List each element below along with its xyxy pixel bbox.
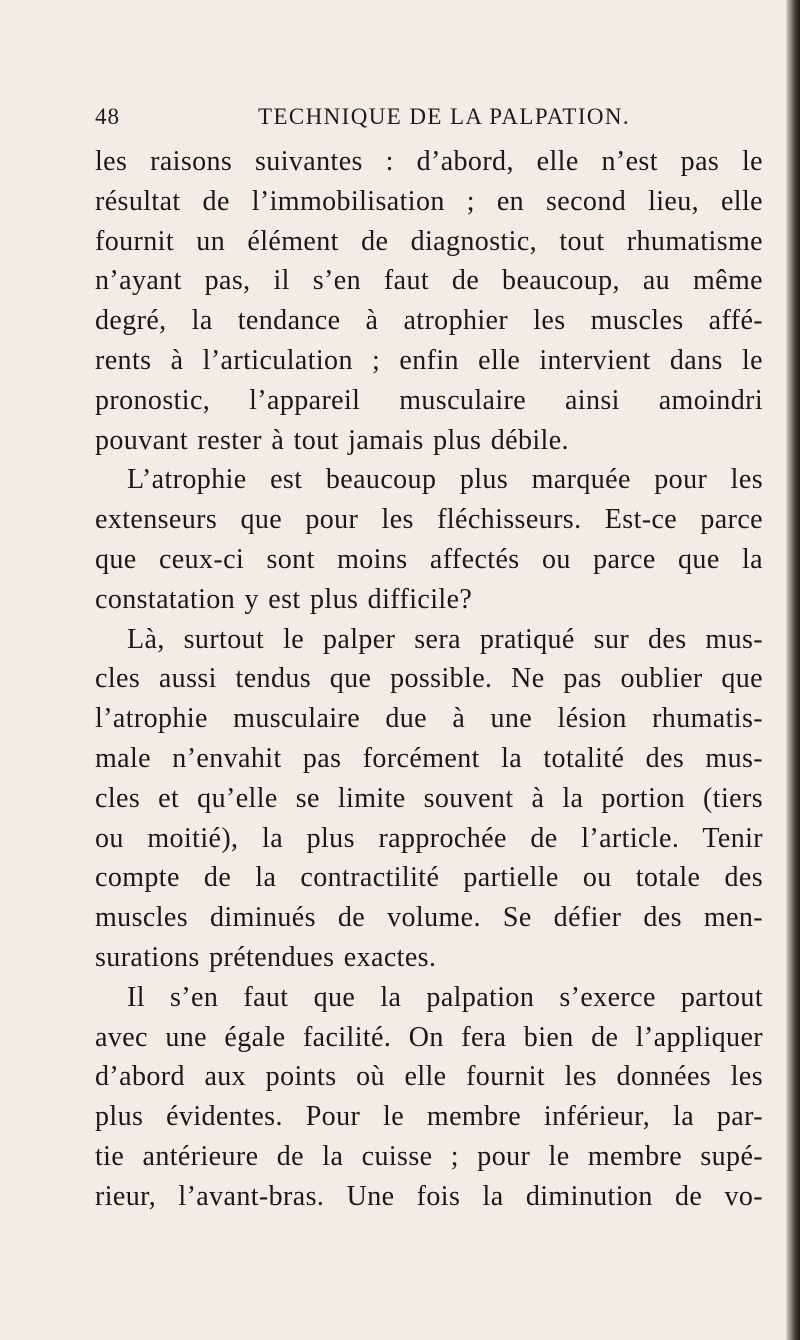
text-line: muscles diminués de volume. Se défier des men- [95,902,763,934]
text-line: extenseurs que pour les fléchisseurs. Est-ce parce [95,504,763,536]
running-title: TECHNIQUE DE LA PALPATION. [258,104,631,129]
text-line: pronostic, l’appareil musculaire ainsi amoindri [95,384,763,416]
page-header [95,104,695,134]
text-line: Il s’en faut que la palpation s’exerce partout [127,981,763,1013]
text-line: n’ayant pas, il s’en faut de beaucoup, au même [95,265,763,297]
text-line: l’atrophie musculaire due à une lésion rhumatis- [95,703,763,735]
text-line: pouvant rester à tout jamais plus débile. [95,424,569,456]
text-line: cles et qu’elle se limite souvent à la portion (tiers [95,782,763,814]
body-text [95,142,763,1217]
text-line: avec une égale facilité. On fera bien de l’appliquer [95,1021,763,1053]
text-line: rieur, l’avant-bras. Une fois la diminution de vo- [95,1180,763,1212]
text-line: résultat de l’immobilisation ; en second lieu, elle [95,185,763,217]
text-line: degré, la tendance à atrophier les muscles affé- [95,305,763,337]
text-line: les raisons suivantes : d’abord, elle n’est pas le [95,146,763,177]
text-line: cles aussi tendus que possible. Ne pas oublier que [95,663,763,695]
text-line: compte de la contractilité partielle ou totale des [95,862,763,894]
text-line: ou moitié), la plus rapprochée de l’article. Tenir [95,822,763,854]
text-line: surations prétendues exactes. [95,941,437,973]
text-line: fournit un élément de diagnostic, tout rhumatisme [95,225,763,257]
page-edge-shadow [786,0,800,1340]
text-line: tie antérieure de la cuisse ; pour le membre supé- [95,1140,763,1172]
text-line: male n’envahit pas forcément la totalité des mus- [95,742,763,774]
text-line: Là, surtout le palper sera pratiqué sur des mus- [127,623,763,655]
text-line: que ceux-ci sont moins affectés ou parce que la [95,543,763,575]
text-line: plus évidentes. Pour le membre inférieur, la par- [95,1101,763,1133]
text-line: d’abord aux points où elle fournit les données les [95,1061,763,1093]
text-line: constatation y est plus difficile? [95,583,473,615]
text-line: L’atrophie est beaucoup plus marquée pour les [127,464,763,496]
text-line: rents à l’articulation ; enfin elle intervient dans le [95,344,763,376]
page-number: 48 [95,104,120,129]
